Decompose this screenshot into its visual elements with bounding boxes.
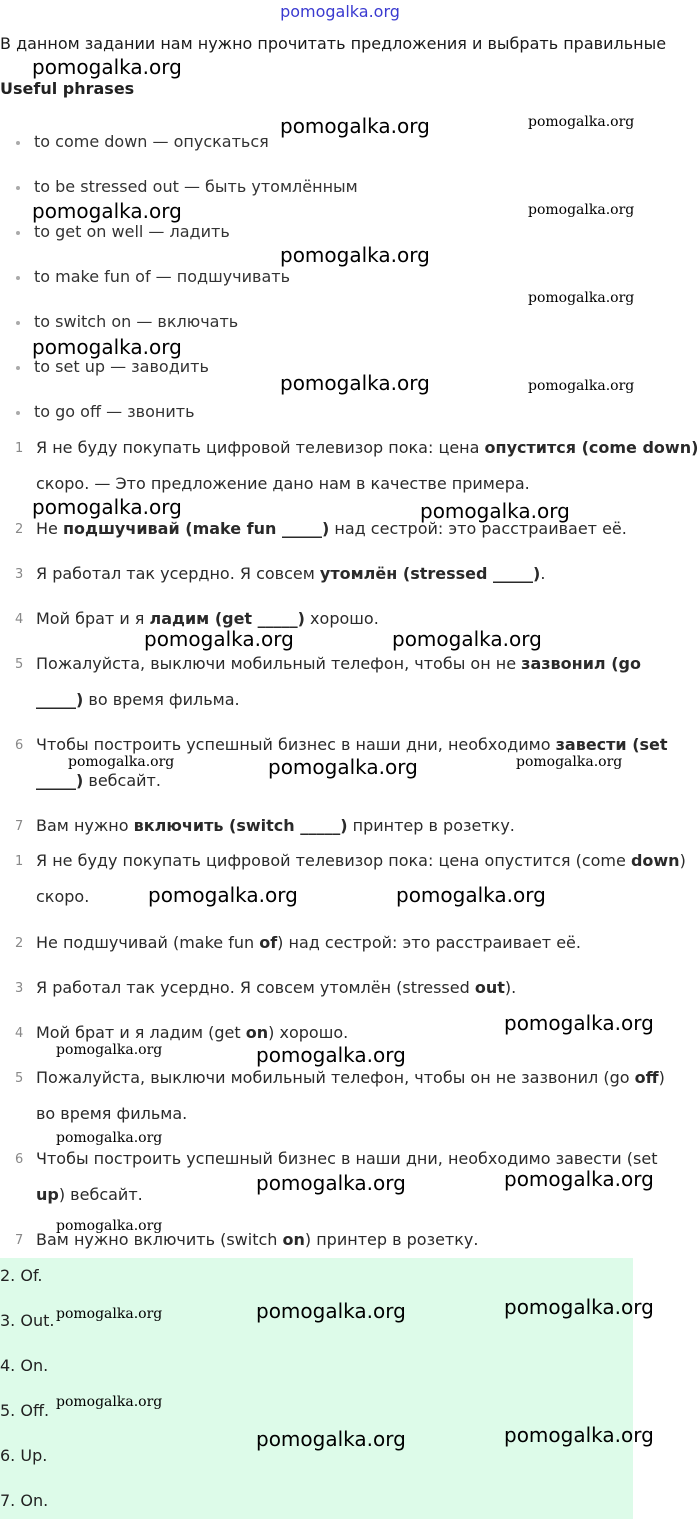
watermark: pomogalka.org <box>392 627 542 651</box>
watermark: pomogalka.org <box>148 883 298 907</box>
solution-line-3: Я работал так усердно. Я совсем утомлён (stressed out). <box>36 978 517 997</box>
watermark: pomogalka.org <box>56 1218 163 1234</box>
watermark: pomogalka.org <box>32 495 182 519</box>
task-line-5-cont: _____) во время фильма. <box>36 690 240 709</box>
watermark: pomogalka.org <box>504 1295 654 1319</box>
answer-item: 4. On. <box>0 1356 49 1375</box>
task-number: 2 <box>15 522 24 537</box>
phrase-item: to be stressed out — быть утомлённым <box>16 177 358 196</box>
useful-phrases-heading: Useful phrases <box>0 79 135 98</box>
watermark: pomogalka.org <box>32 55 182 79</box>
task-number: 3 <box>15 567 24 582</box>
solution-line-5-cont: во время фильма. <box>36 1104 188 1123</box>
watermark: pomogalka.org <box>256 1299 406 1323</box>
watermark: pomogalka.org <box>268 755 418 779</box>
answer-item: 2. Of. <box>0 1266 43 1285</box>
watermark: pomogalka.org <box>420 499 570 523</box>
task-number: 4 <box>15 612 24 627</box>
watermark: pomogalka.org <box>280 243 430 267</box>
solution-line-2: Не подшучивай (make fun of) над сестрой: это расстраивает её. <box>36 933 581 952</box>
watermark: pomogalka.org <box>396 883 546 907</box>
solution-number: 4 <box>15 1026 24 1041</box>
phrase-item: to get on well — ладить <box>16 222 230 241</box>
phrase-item: to go off — звонить <box>16 402 195 421</box>
watermark: pomogalka.org <box>56 1130 163 1146</box>
bullet-icon <box>16 186 20 190</box>
intro-text: В данном задании нам нужно прочитать предложения и выбрать правильные <box>0 34 667 53</box>
solution-line-1-cont: скоро. <box>36 887 90 906</box>
watermark: pomogalka.org <box>504 1167 654 1191</box>
solution-line-1: Я не буду покупать цифровой телевизор пока: цена опустится (come down) <box>36 851 686 870</box>
solution-line-6: Чтобы построить успешный бизнес в наши дни, необходимо завести (set <box>36 1149 658 1168</box>
answer-item: 6. Up. <box>0 1446 48 1465</box>
bullet-icon <box>16 141 20 145</box>
solution-line-4: Мой брат и я ладим (get on) хорошо. <box>36 1023 349 1042</box>
watermark: pomogalka.org <box>528 202 635 218</box>
watermark: pomogalka.org <box>280 371 430 395</box>
phrase-item: to set up — заводить <box>16 357 209 376</box>
solution-number: 7 <box>15 1233 24 1248</box>
task-line-1: Я не буду покупать цифровой телевизор пока: цена опустится (come down) <box>36 438 698 457</box>
phrase-item: to come down — опускаться <box>16 132 269 151</box>
solution-number: 2 <box>15 936 24 951</box>
bullet-icon <box>16 231 20 235</box>
watermark: pomogalka.org <box>32 335 182 359</box>
solution-line-7: Вам нужно включить (switch on) принтер в розетку. <box>36 1230 479 1249</box>
phrase-item: to make fun of — подшучивать <box>16 267 290 286</box>
task-line-2: Не подшучивай (make fun _____) над сестрой: это расстраивает её. <box>36 519 627 538</box>
watermark: pomogalka.org <box>56 1042 163 1058</box>
watermark: pomogalka.org <box>528 378 635 394</box>
watermark: pomogalka.org <box>68 754 175 770</box>
task-line-3: Я работал так усердно. Я совсем утомлён (stressed _____). <box>36 564 546 583</box>
watermark: pomogalka.org <box>528 290 635 306</box>
watermark: pomogalka.org <box>256 1171 406 1195</box>
task-line-5: Пожалуйста, выключи мобильный телефон, чтобы он не зазвонил (go <box>36 654 641 673</box>
task-number: 6 <box>15 738 24 753</box>
watermark: pomogalka.org <box>56 1394 163 1410</box>
bullet-icon <box>16 366 20 370</box>
task-number: 5 <box>15 657 24 672</box>
answer-item: 3. Out. <box>0 1311 55 1330</box>
task-line-4: Мой брат и я ладим (get _____) хорошо. <box>36 609 379 628</box>
answer-item: 7. On. <box>0 1491 49 1510</box>
solution-line-6-cont: up) вебсайт. <box>36 1185 143 1204</box>
bullet-icon <box>16 321 20 325</box>
watermark: pomogalka.org <box>528 114 635 130</box>
answer-item: 5. Off. <box>0 1401 50 1420</box>
watermark: pomogalka.org <box>516 754 623 770</box>
watermark: pomogalka.org <box>56 1306 163 1322</box>
watermark: pomogalka.org <box>144 627 294 651</box>
watermark: pomogalka.org <box>504 1011 654 1035</box>
task-line-7: Вам нужно включить (switch _____) принтер в розетку. <box>36 816 515 835</box>
solution-line-5: Пожалуйста, выключи мобильный телефон, чтобы он не зазвонил (go off) <box>36 1068 665 1087</box>
solution-number: 3 <box>15 981 24 996</box>
solution-number: 1 <box>15 854 24 869</box>
solution-number: 6 <box>15 1152 24 1167</box>
task-line-6-cont: _____) вебсайт. <box>36 771 161 790</box>
task-number: 1 <box>15 441 24 456</box>
site-header[interactable]: pomogalka.org <box>280 2 400 21</box>
bullet-icon <box>16 276 20 280</box>
bullet-icon <box>16 411 20 415</box>
watermark: pomogalka.org <box>280 114 430 138</box>
phrase-item: to switch on — включать <box>16 312 238 331</box>
task-number: 7 <box>15 819 24 834</box>
watermark: pomogalka.org <box>256 1427 406 1451</box>
watermark: pomogalka.org <box>32 199 182 223</box>
watermark: pomogalka.org <box>504 1423 654 1447</box>
task-line-1-cont: скоро. — Это предложение дано нам в качестве примера. <box>36 474 530 493</box>
watermark: pomogalka.org <box>256 1043 406 1067</box>
task-line-6: Чтобы построить успешный бизнес в наши дни, необходимо завести (set <box>36 735 668 754</box>
solution-number: 5 <box>15 1071 24 1086</box>
